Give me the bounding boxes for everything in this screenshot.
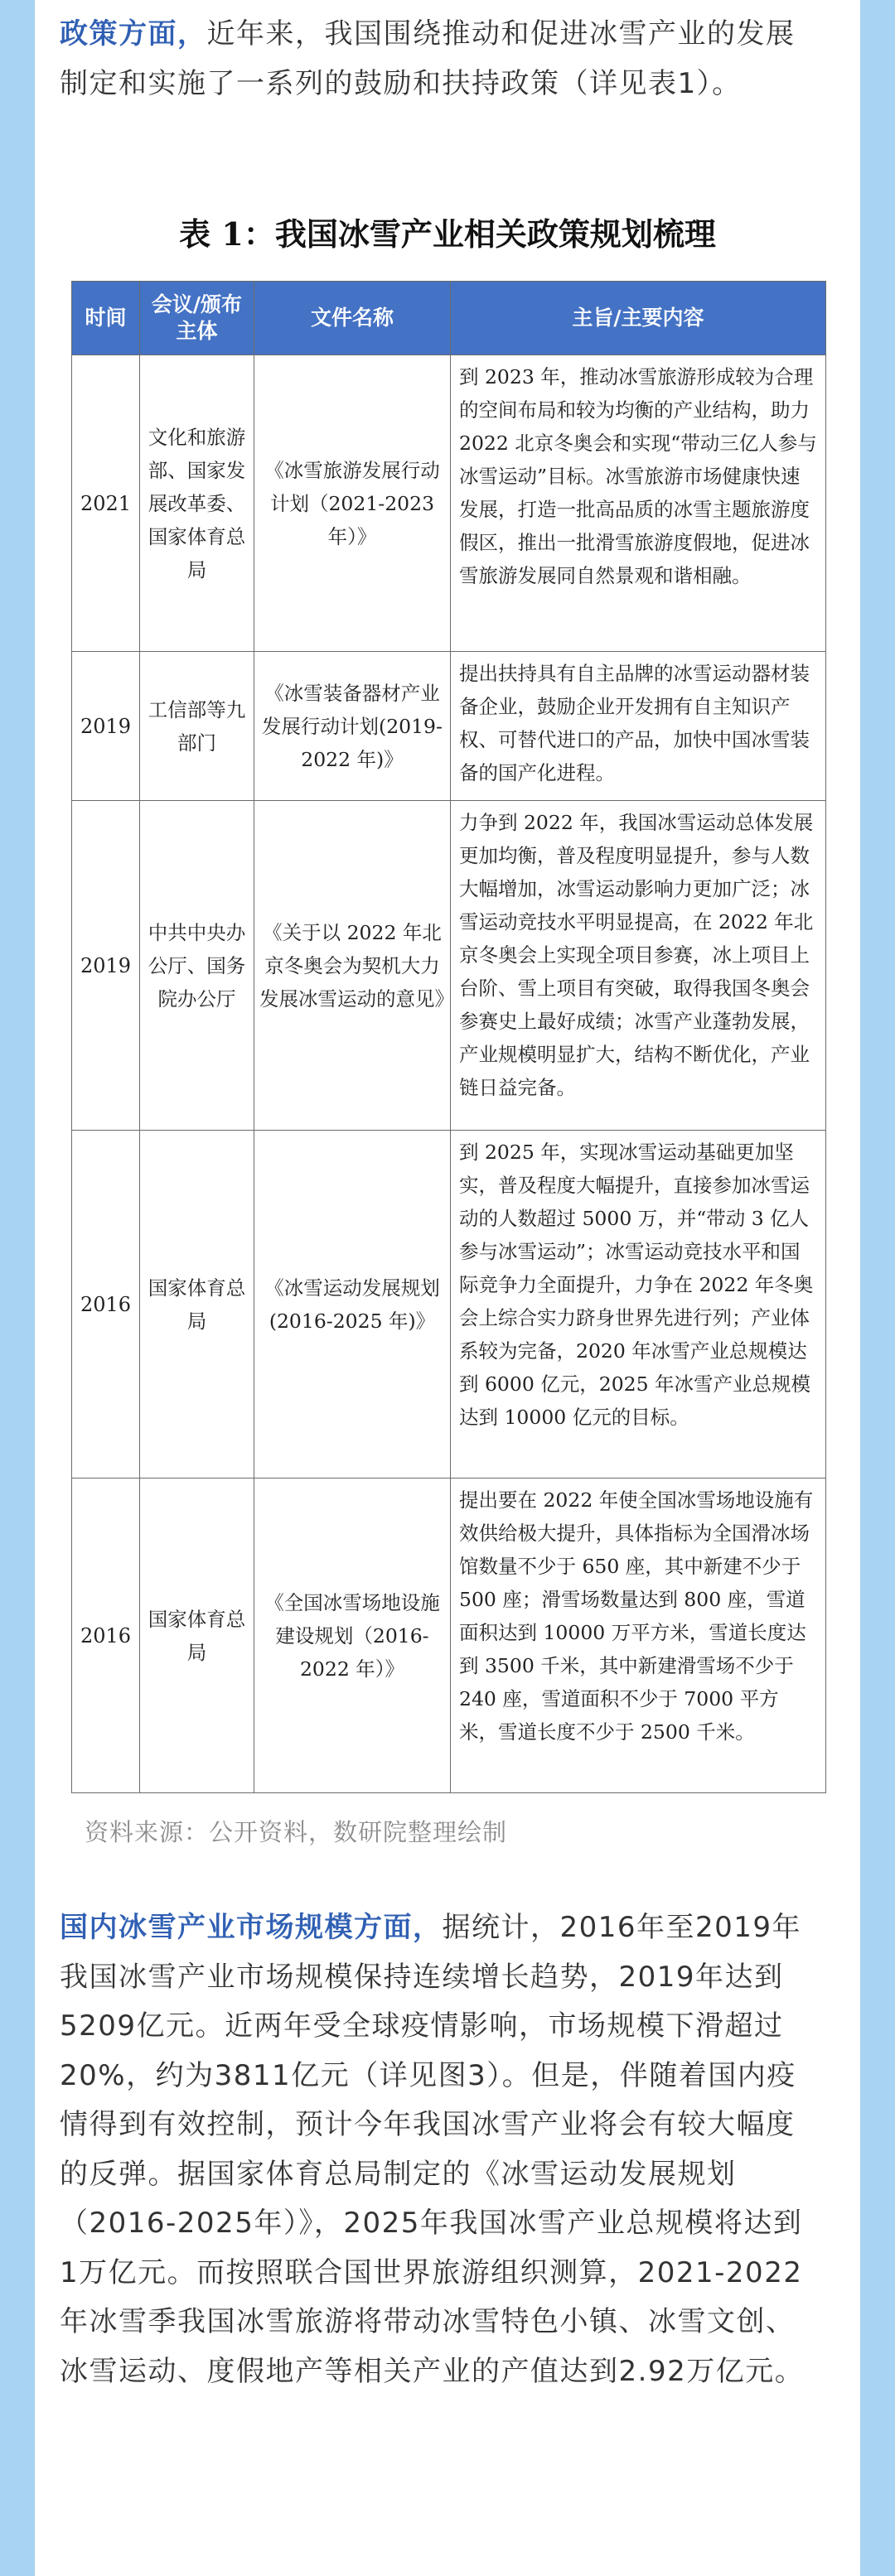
- row-year: 2019: [72, 652, 140, 801]
- policy-intro-text: 近年来，我国围绕推动和促进冰雪产业的发展制定和实施了一系列的鼓励和扶持政策（详见表1）。: [60, 17, 796, 100]
- market-text: 据统计，2016年至2019年我国冰雪产业市场规模保持连续增长趋势，2019年达到5209亿元。近两年受全球疫情影响，市场规模下滑超过20%，约为3811亿元（详见图3）。但是，伴随着国内疫情得到有效控制，预计今年我国冰雪产业将会有较大幅度的反弹。据国家体育总局制定的《冰雪运动发展规划（2016-2025年）》，2025年我国冰雪产业总规模将达到1万亿元。而按照联合国世界旅游组织测算，2021-2022年冰雪季我国冰雪旅游将带动冰雪特色小镇、冰雪文创、冰雪运动、度假地产等相关产业的产值达到2.92万亿元。: [60, 1911, 805, 2388]
- source-note: 资料来源：公开资料，数研院整理绘制: [85, 1818, 508, 1846]
- row-document: 《关于以 2022 年北京冬奥会为契机大力发展冰雪运动的意见》: [254, 801, 451, 1131]
- row-issuer: 文化和旅游部、国家发展改革委、国家体育总局: [140, 355, 254, 652]
- policy-highlight: 政策方面，: [60, 17, 207, 51]
- header-time: 时间: [72, 282, 140, 355]
- table-row: [72, 652, 826, 801]
- row-year: 2016: [72, 1131, 140, 1479]
- table-row: [72, 1131, 826, 1479]
- row-year: 2016: [72, 1479, 140, 1793]
- row-document: 《冰雪装备器材产业发展行动计划(2019-2022 年)》: [254, 652, 451, 801]
- row-content: 提出扶持具有自主品牌的冰雪运动器材装备企业，鼓励企业开发拥有自主知识产权、可替代进口的产品，加快中国冰雪装备的国产化进程。: [451, 652, 826, 801]
- table-row: [72, 1479, 826, 1793]
- row-content: 到 2023 年，推动冰雪旅游形成较为合理的空间布局和较为均衡的产业结构，助力 2022 北京冬奥会和实现“带动三亿人参与冰雪运动”目标。冰雪旅游市场健康快速发展，打造一批高品质的冰雪主题旅游度假区，推出一批滑雪旅游度假地，促进冰雪旅游发展同自然景观和谐相融。: [451, 355, 826, 652]
- table-row: [72, 355, 826, 652]
- market-paragraph: [60, 1903, 806, 2396]
- row-year: 2019: [72, 801, 140, 1131]
- policy-table: [71, 281, 826, 1793]
- header-content: 主旨/主要内容: [451, 282, 826, 355]
- row-document: 《全国冰雪场地设施建设规划（2016-2022 年）》: [254, 1479, 451, 1793]
- header-document: 文件名称: [254, 282, 451, 355]
- row-issuer: 国家体育总局: [140, 1131, 254, 1479]
- table-row: [72, 801, 826, 1131]
- row-year: 2021: [72, 355, 140, 652]
- row-content: 到 2025 年，实现冰雪运动基础更加坚实，普及程度大幅提升，直接参加冰雪运动的人数超过 5000 万，并“带动 3 亿人参与冰雪运动”；冰雪运动竞技水平和国际竞争力全面提升，力争在 2022 年冬奥会上综合实力跻身世界先进行列；产业体系较为完备，2020 年冰雪产业总规模达到 6000 亿元，2025 年冰雪产业总规模达到 10000 亿元的目标。: [451, 1131, 826, 1479]
- row-document: 《冰雪运动发展规划(2016-2025 年)》: [254, 1131, 451, 1479]
- row-issuer: 国家体育总局: [140, 1479, 254, 1793]
- row-content: 提出要在 2022 年使全国冰雪场地设施有效供给极大提升，具体指标为全国滑冰场馆数量不少于 650 座，其中新建不少于 500 座；滑雪场数量达到 800 座，雪道面积达到 10000 万平方米，雪道长度达到 3500 千米，其中新建滑雪场不少于 240 座，雪道面积不少于 7000 平方米，雪道长度不少于 2500 千米。: [451, 1479, 826, 1793]
- market-highlight: 国内冰雪产业市场规模方面，: [60, 1911, 443, 1944]
- row-content: 力争到 2022 年，我国冰雪运动总体发展更加均衡，普及程度明显提升，参与人数大幅增加，冰雪运动影响力更加广泛；冰雪运动竞技水平明显提高，在 2022 年北京冬奥会上实现全项目参赛，冰上项目上台阶、雪上项目有突破，取得我国冬奥会参赛史上最好成绩；冰雪产业蓬勃发展，产业规模明显扩大，结构不断优化，产业链日益完备。: [451, 801, 826, 1131]
- row-issuer: 工信部等九部门: [140, 652, 254, 801]
- row-document: 《冰雪旅游发展行动计划（2021-2023年）》: [254, 355, 451, 652]
- row-issuer: 中共中央办公厅、国务院办公厅: [140, 801, 254, 1131]
- table-header-row: [72, 282, 826, 355]
- policy-intro-paragraph: [60, 10, 806, 109]
- table-title: 表 1：我国冰雪产业相关政策规划梳理: [179, 215, 716, 253]
- header-issuer: 会议/颁布主体: [140, 282, 254, 355]
